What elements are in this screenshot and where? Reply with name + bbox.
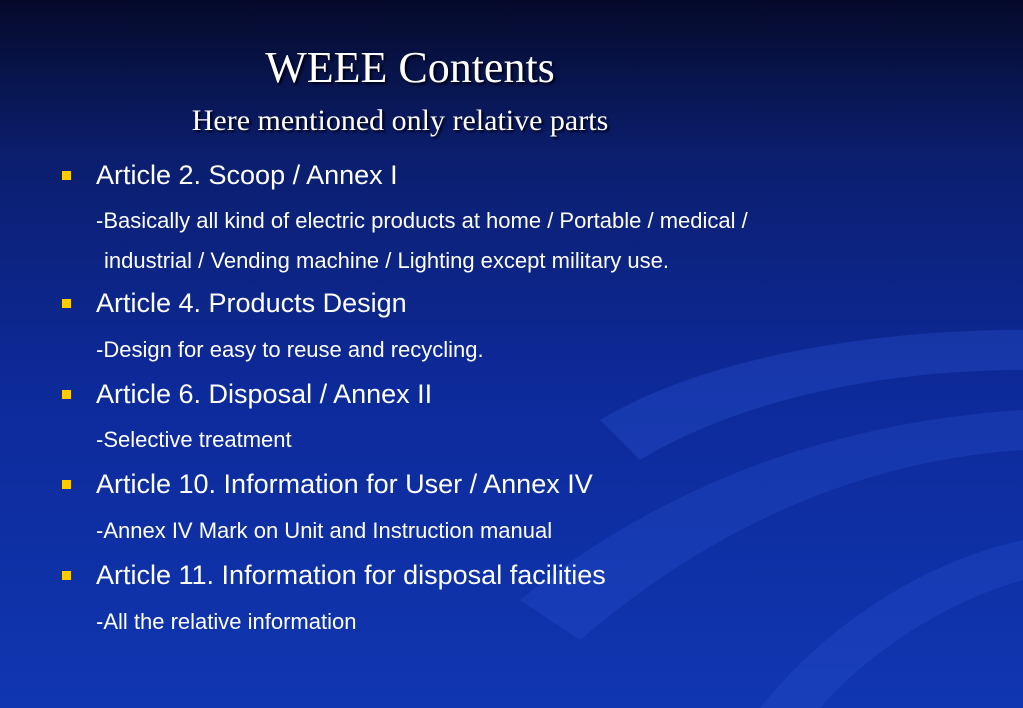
bullet-heading: Article 2. Scoop / Annex I — [96, 159, 398, 190]
bullet-item-article-10 — [62, 466, 593, 502]
square-bullet-icon — [62, 480, 71, 489]
bullet-item-article-2 — [62, 157, 398, 193]
bullet-detail: -Design for easy to reuse and recycling. — [96, 337, 484, 362]
bullet-detail: -All the relative information — [96, 609, 357, 634]
bullet-detail: -Basically all kind of electric products at home / Portable / medical / — [96, 208, 748, 233]
slide-subtitle: Here mentioned only relative parts — [191, 104, 609, 137]
bullet-heading: Article 4. Products Design — [96, 287, 407, 318]
square-bullet-icon — [62, 571, 71, 580]
bullet-heading: Article 6. Disposal / Annex II — [96, 378, 433, 409]
square-bullet-icon — [62, 171, 71, 180]
bullet-item-article-6 — [62, 376, 432, 412]
bullet-heading: Article 10. Information for User / Annex IV — [96, 468, 593, 499]
bullet-detail: -Selective treatment — [96, 427, 292, 452]
square-bullet-icon — [62, 390, 71, 399]
bullet-detail: industrial / Vending machine / Lighting except military use. — [104, 248, 669, 273]
bullet-heading: Article 11. Information for disposal facilities — [96, 559, 606, 590]
square-bullet-icon — [62, 299, 71, 308]
bullet-item-article-4 — [62, 285, 407, 321]
bullet-detail: -Annex IV Mark on Unit and Instruction manual — [96, 518, 553, 543]
slide-title: WEEE Contents — [265, 43, 555, 92]
bullet-item-article-11 — [62, 557, 606, 593]
